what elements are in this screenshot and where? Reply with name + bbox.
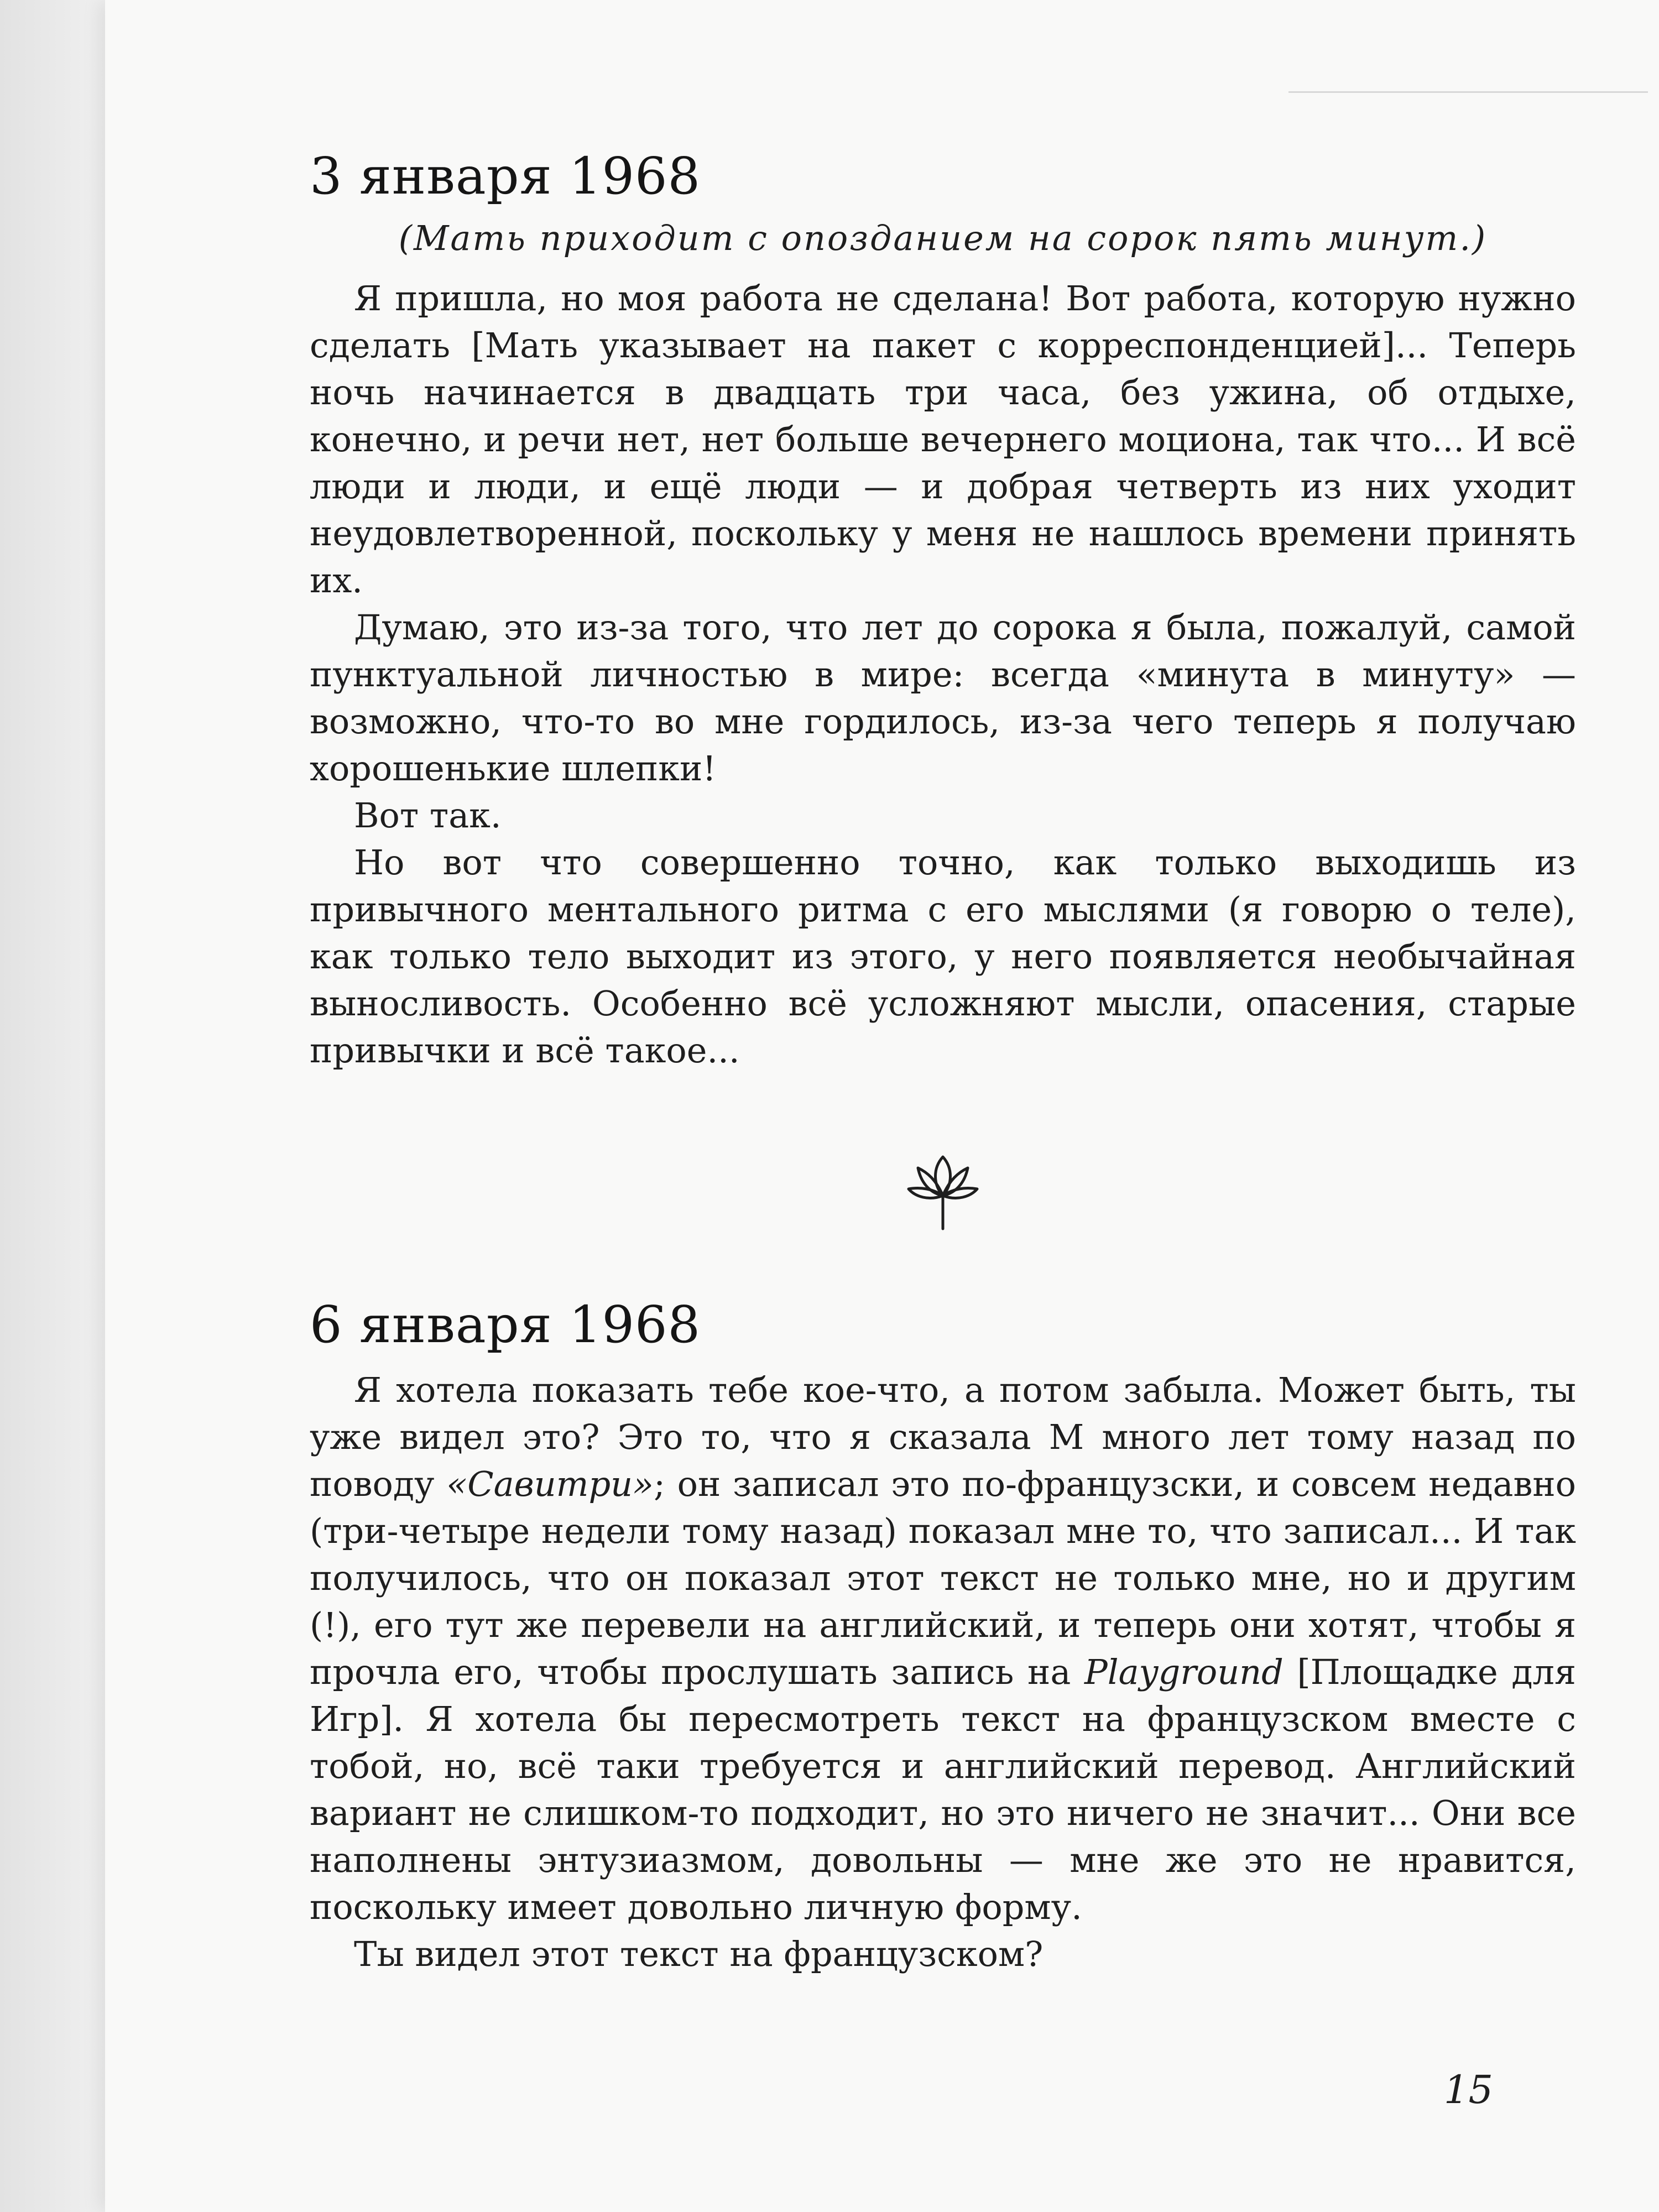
text-run: Я хотела показать тебе кое-что, а потом забыла. Может быть, ты уже видел это? Это то, что я сказала М много лет тому назад по поводу [310,1370,1576,1504]
lotus-icon [904,1146,982,1234]
text-run: ; он записал это по-французски, и совсем недавно (три-четыре недели тому назад) показал мне то, что записал... И так получилось, что он показал этот текст не только мне, но и другим (!), его тут же перевели на английский, и теперь они хотят, чтобы я прочла его, чтобы прослушать запись на [310,1464,1577,1692]
page-content [310,147,1576,1978]
paragraph: Вот так. [354,795,502,836]
book-gutter [0,0,105,2212]
savitri-title: «Савитри» [446,1464,654,1504]
entry-note: (Мать приходит с опозданием на сорок пять минут.) [398,218,1488,258]
entry-6-jan-1968 [310,1295,1576,1978]
entry-date: 6 января 1968 [310,1295,701,1354]
playground-term: Playground [1084,1652,1284,1692]
paragraph: Думаю, это из-за того, что лет до сорока я была, пожалуй, самой пунктуальной личностью в мире: всегда «минута в минуту» — возможно, что-то во мне гордилось, из-за чего теперь я получаю хорошенькие шлепки! [310,607,1576,789]
paragraph [310,1366,1576,1931]
page-number: 15 [1443,2067,1493,2112]
paragraph: Я пришла, но моя работа не сделана! Вот работа, которую нужно сделать [Мать указывает на пакет с корреспонденцией]... Теперь ночь начинается в двадцать три часа, без ужина, об отдыхе, конечно, и речи нет, нет больше вечернего моциона, так что... И всё люди и люди, и ещё люди — и добрая четверть из них уходит неудовлетворенной, поскольку у меня не нашлось времени принять их. [310,278,1576,601]
text-run: [Площадке для Игр]. Я хотела бы пересмотреть текст на французском вместе с тобой, но, всё таки требуется и английский перевод. Английский вариант не слишком-то подходит, но это ничего не значит... Они все наполнены энтузиазмом, довольны — мне же это не нравится, поскольку имеет довольно личную форму. [310,1652,1576,1927]
entry-3-jan-1968 [310,147,1576,1074]
header-rule [1288,91,1648,93]
paragraph: Но вот что совершенно точно, как только выходишь из привычного ментального ритма с его мыслями (я говорю о теле), как только тело выходит из этого, у него появляется необычайная выносливость. Особенно всё усложняют мысли, опасения, старые привычки и всё такое... [310,842,1576,1071]
entry-date: 3 января 1968 [310,147,701,206]
book-page [105,0,1659,2212]
paragraph: Ты видел этот текст на французском? [354,1934,1044,1974]
